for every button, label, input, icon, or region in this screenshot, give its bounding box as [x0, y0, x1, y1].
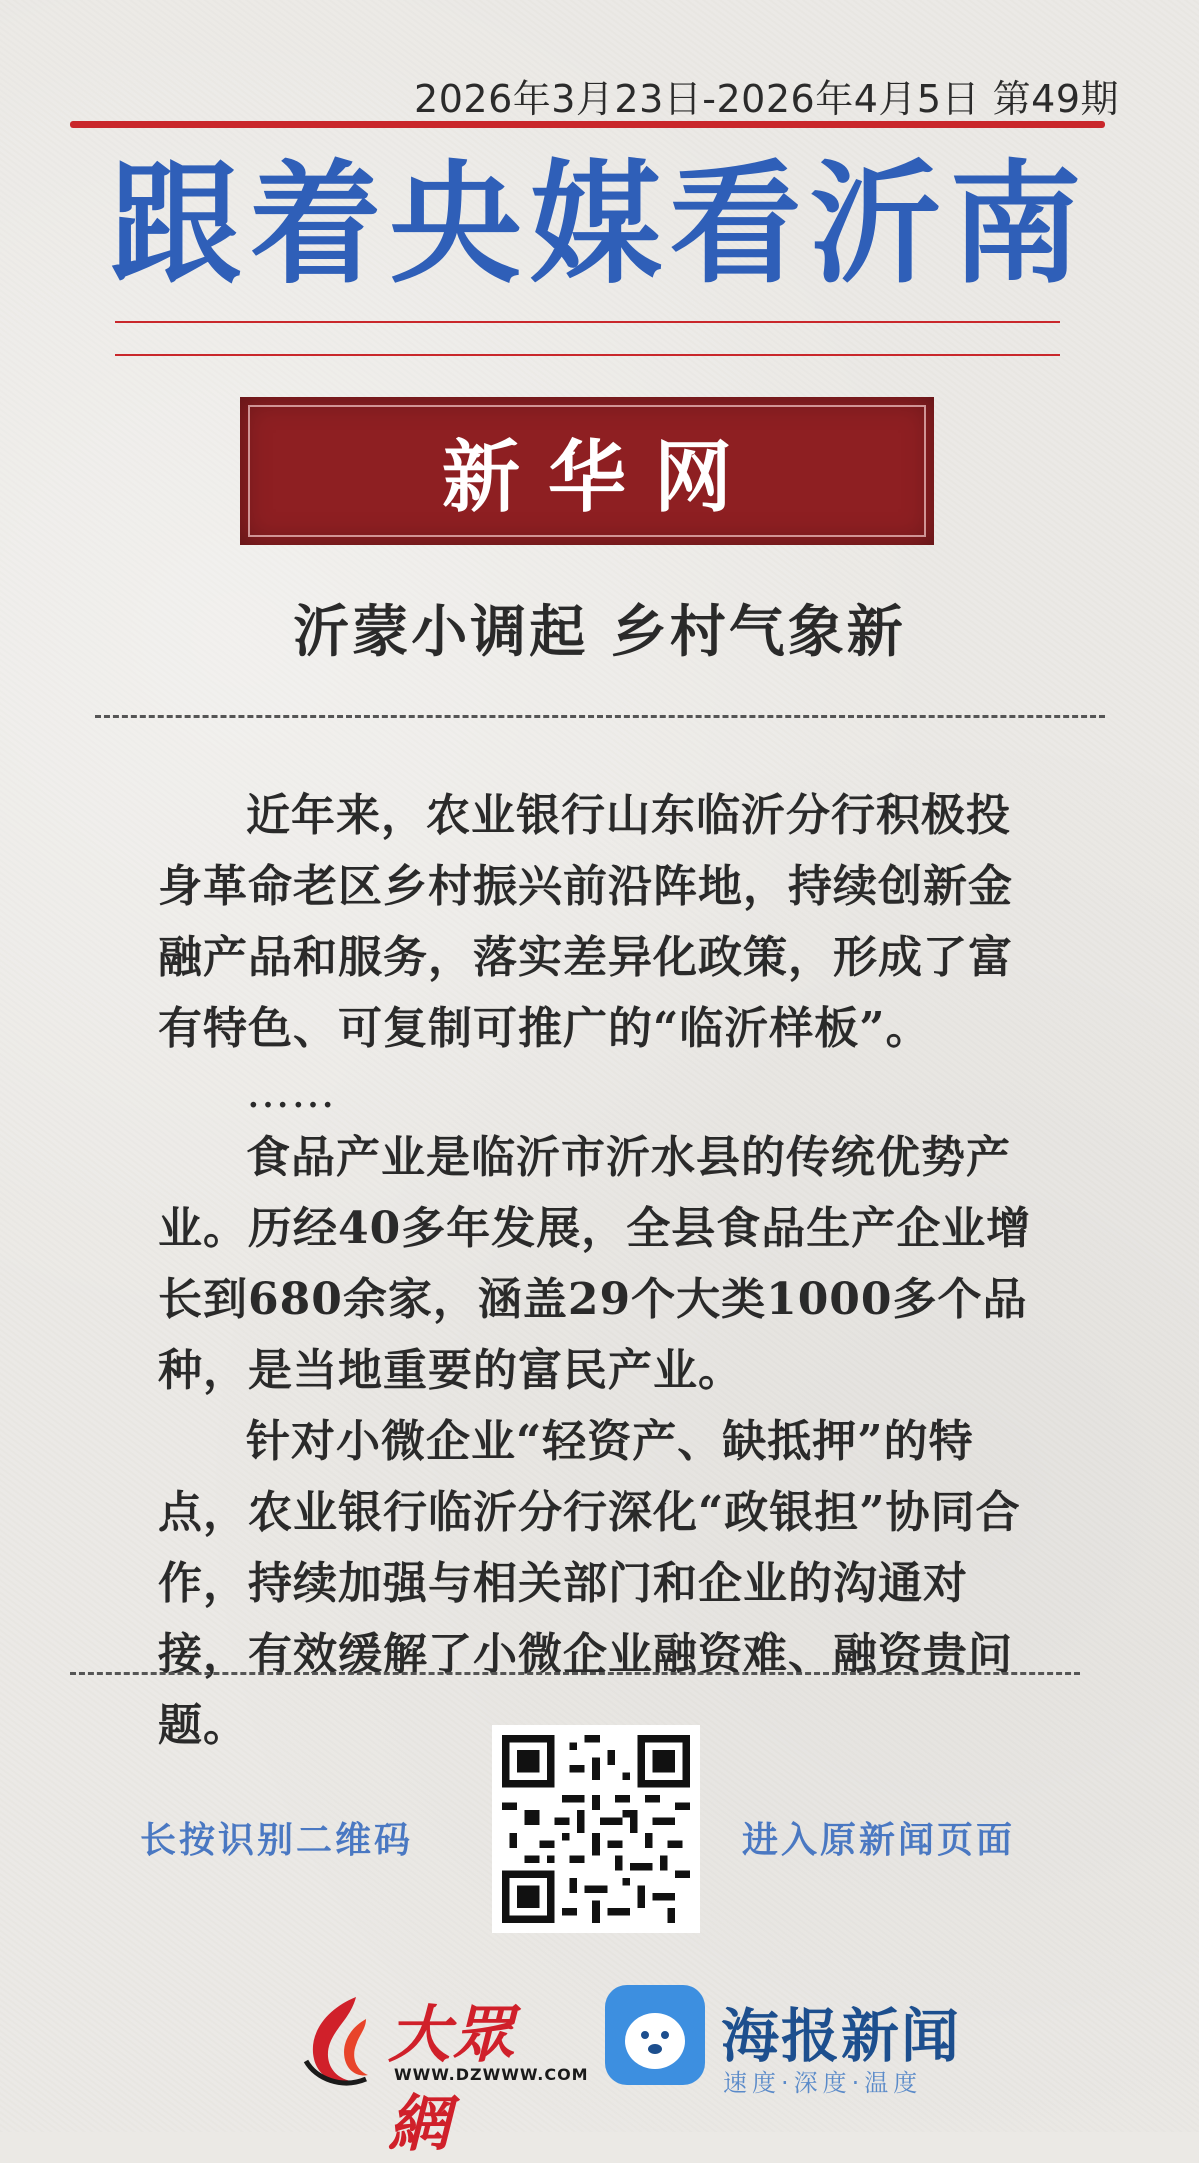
flame-icon — [296, 1989, 386, 2089]
header-rule — [70, 121, 1105, 128]
dazhong-logo-name: 大眾網 — [388, 1998, 517, 2160]
qr-right-label: 进入原新闻页面 — [742, 1820, 1016, 1861]
qr-code-image — [502, 1735, 690, 1923]
qr-code[interactable] — [492, 1725, 700, 1933]
haibao-logo-name: 海报新闻 — [721, 2002, 962, 2070]
divider-bottom — [70, 1672, 1080, 1675]
dazhong-logo — [296, 1985, 589, 2160]
paragraph: 近年来，农业银行山东临沂分行积极投身革命老区乡村振兴前沿阵地，持续创新金融产品和服务，落实差异化政策，形成了富有特色、可复制可推广的“临沂样板”。 — [158, 790, 1013, 1054]
paragraph: 食品产业是临沂市沂水县的传统优势产业。历经40多年发展，全县食品生产企业增长到680余家，涵盖29个大类1000多个品种，是当地重要的富民产业。 — [158, 1132, 1032, 1396]
divider-top — [95, 715, 1105, 718]
issue-date: 2026年3月23日-2026年4月5日 第49期 — [414, 77, 1119, 121]
page-title: 跟着央媒看沂南 — [109, 148, 1090, 302]
dazhong-logo-url: WWW.DZWWW.COM — [394, 2065, 589, 2084]
title-rule-top — [115, 321, 1060, 323]
ellipsis: …… — [246, 1067, 336, 1118]
qr-left-label: 长按识别二维码 — [140, 1820, 414, 1861]
source-banner — [240, 397, 934, 545]
haibao-logo-slogan: 速度·深度·温度 — [723, 2069, 923, 2097]
paragraph: 针对小微企业“轻资产、缺抵押”的特点，农业银行临沂分行深化“政银担”协同合作，持续加强与相关部门和企业的沟通对接，有效缓解了小微企业融资难、融资贵问题。 — [158, 1416, 1021, 1751]
article-body — [158, 780, 1048, 1761]
article-headline: 沂蒙小调起 乡村气象新 — [293, 600, 906, 665]
haibao-logo — [605, 1985, 985, 2095]
seal-icon — [605, 1985, 705, 2085]
title-rule-bottom — [115, 354, 1060, 356]
source-name: 新华网 — [248, 405, 926, 537]
